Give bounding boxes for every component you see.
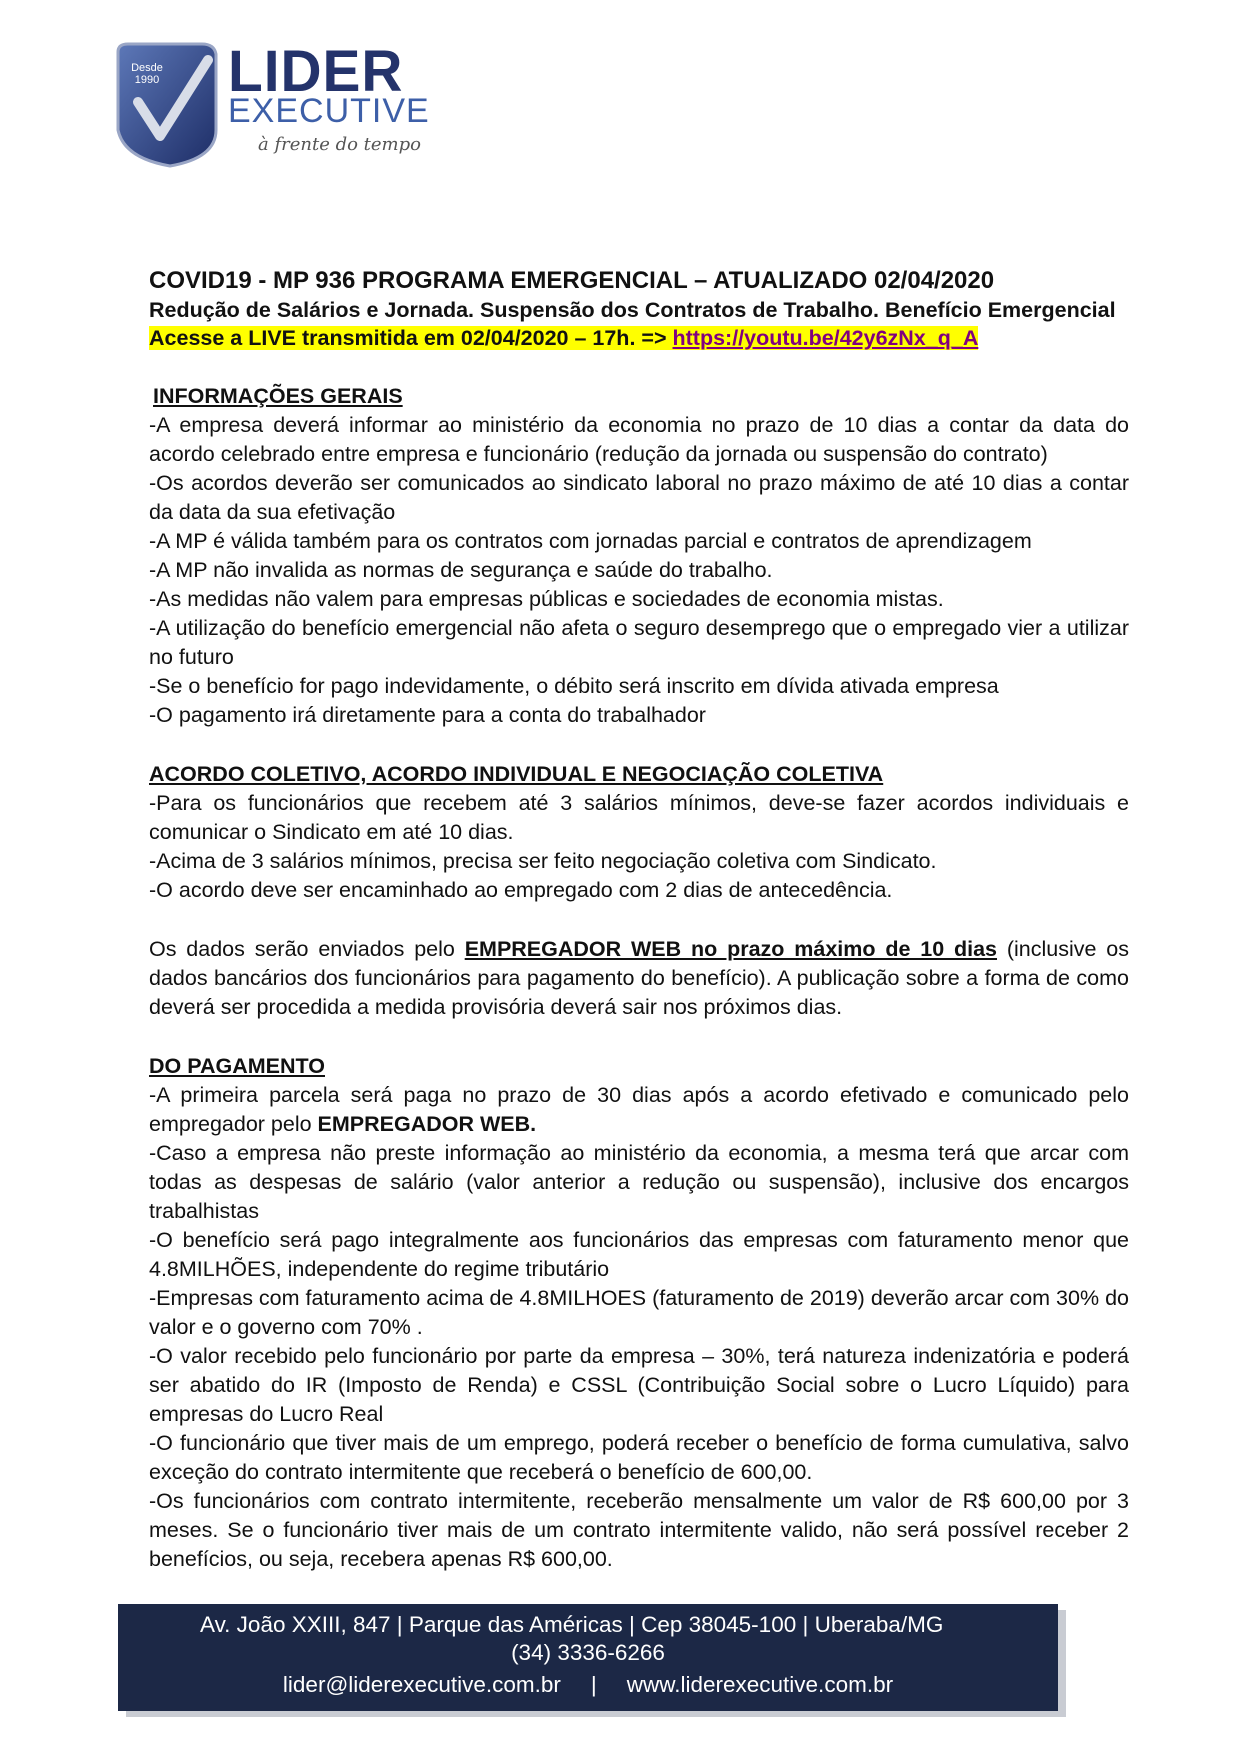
section-title: INFORMAÇÕES GERAIS [153, 384, 403, 408]
document-title: COVID19 - MP 936 PROGRAMA EMERGENCIAL – ATUALIZADO 02/04/2020 [149, 267, 995, 294]
list-item: -Caso a empresa não preste informação ao ministério da economia, a mesma terá que arcar com todas as despesas de salário (valor anterior a redução ou suspensão), inclusive dos encargos trabalhistas [149, 1141, 1129, 1223]
paragraph-emphasis: EMPREGADOR WEB no prazo máximo de 10 dias [464, 937, 998, 961]
section-informacoes-gerais [149, 382, 1129, 730]
list-item: -A MP não invalida as normas de segurança e saúde do trabalho. [149, 558, 773, 582]
paragraph-text: Os dados serão enviados pelo [149, 937, 465, 961]
page-footer [118, 1604, 1058, 1711]
paragraph-dados [149, 935, 1129, 1022]
footer-address: Av. João XXIII, 847 | Parque das Américas | Cep 38045-100 | Uberaba/MG [200, 1612, 944, 1637]
list-item: -A empresa deverá informar ao ministério da economia no prazo de 10 dias a contar da data do acordo celebrado entre empresa e funcionário (redução da jornada ou suspensão do contrato) [149, 413, 1129, 466]
list-item: -Para os funcionários que recebem até 3 salários mínimos, deve-se fazer acordos individuais e comunicar o Sindicato em até 10 dias. [149, 791, 1129, 844]
logo-since: Desde 1990 [131, 62, 163, 86]
logo-brand-lider: LIDER [228, 39, 404, 104]
footer-separator: | [590, 1672, 597, 1697]
footer-email[interactable]: lider@liderexecutive.com.br [282, 1672, 561, 1697]
section-title: ACORDO COLETIVO, ACORDO INDIVIDUAL E NEGOCIAÇÃO COLETIVA [149, 762, 884, 786]
section-do-pagamento [149, 1052, 1129, 1574]
list-item: -O acordo deve ser encaminhado ao empregado com 2 dias de antecedência. [149, 878, 893, 902]
live-line [149, 324, 1129, 352]
list-item: -A utilização do benefício emergencial não afeta o seguro desemprego que o empregado vier a utilizar no futuro [149, 616, 1129, 669]
logo-slogan: à frente do tempo [258, 134, 421, 155]
list-item-emphasis: EMPREGADOR WEB. [317, 1112, 537, 1136]
checkmark-shield-icon [110, 40, 230, 170]
document-subtitle: Redução de Salários e Jornada. Suspensão dos Contratos de Trabalho. Benefício Emergencial [149, 298, 1116, 322]
section-acordo-coletivo [149, 760, 1129, 905]
footer-phone: (34) 3336-6266 [511, 1640, 665, 1665]
list-item-text: -A primeira parcela será paga no prazo de 30 dias após a acordo efetivado e comunicado pelo empregador pelo [149, 1083, 1129, 1136]
list-item: -As medidas não valem para empresas públicas e sociedades de economia mistas. [149, 587, 944, 611]
company-logo [110, 40, 430, 170]
list-item: -O valor recebido pelo funcionário por parte da empresa – 30%, terá natureza indenizatória e poderá ser abatido do IR (Imposto de Renda) e CSSL (Contribuição Social sobre o Lucro Líquido) para empresas do Lucro Real [149, 1344, 1129, 1426]
list-item: -A MP é válida também para os contratos com jornadas parcial e contratos de aprendizagem [149, 529, 1032, 553]
paragraph-text: (inclusive os dados bancários dos funcionários para pagamento do benefício). A publicação sobre a forma de como deverá ser procedida a medida provisória deverá sair nos próximos dias. [149, 937, 1129, 1019]
list-item: -Se o benefício for pago indevidamente, o débito será inscrito em dívida ativada empresa [149, 674, 999, 698]
list-item: -Os funcionários com contrato intermitente, receberão mensalmente um valor de R$ 600,00 por 3 meses. Se o funcionário tiver mais de um contrato intermitente valido, não será possível receber 2 benefícios, ou seja, recebera apenas R$ 600,00. [149, 1489, 1129, 1571]
list-item [149, 1081, 1129, 1139]
list-item: -O benefício será pago integralmente aos funcionários das empresas com faturamento menor que 4.8MILHÕES, independente do regime tributário [149, 1228, 1129, 1281]
section-title: DO PAGAMENTO [149, 1054, 325, 1078]
list-item: -Os acordos deverão ser comunicados ao sindicato laboral no prazo máximo de até 10 dias a contar da data da sua efetivação [149, 471, 1129, 524]
footer-contacts [118, 1670, 1058, 1700]
logo-brand-executive: EXECUTIVE [228, 92, 430, 130]
document-body [149, 266, 1129, 1574]
list-item: -O funcionário que tiver mais de um emprego, poderá receber o benefício de forma cumulativa, salvo exceção do contrato intermitente que receberá o benefício de 600,00. [149, 1431, 1129, 1484]
list-item: -Empresas com faturamento acima de 4.8MILHOES (faturamento de 2019) deverão arcar com 30% do valor e o governo com 70% . [149, 1286, 1129, 1339]
live-text: Acesse a LIVE transmitida em 02/04/2020 – 17h. => [149, 326, 667, 350]
live-link[interactable]: https://youtu.be/42y6zNx_q_A [672, 326, 979, 350]
list-item: -Acima de 3 salários mínimos, precisa ser feito negociação coletiva com Sindicato. [149, 849, 937, 873]
list-item: -O pagamento irá diretamente para a conta do trabalhador [149, 703, 706, 727]
footer-website[interactable]: www.liderexecutive.com.br [626, 1672, 894, 1697]
